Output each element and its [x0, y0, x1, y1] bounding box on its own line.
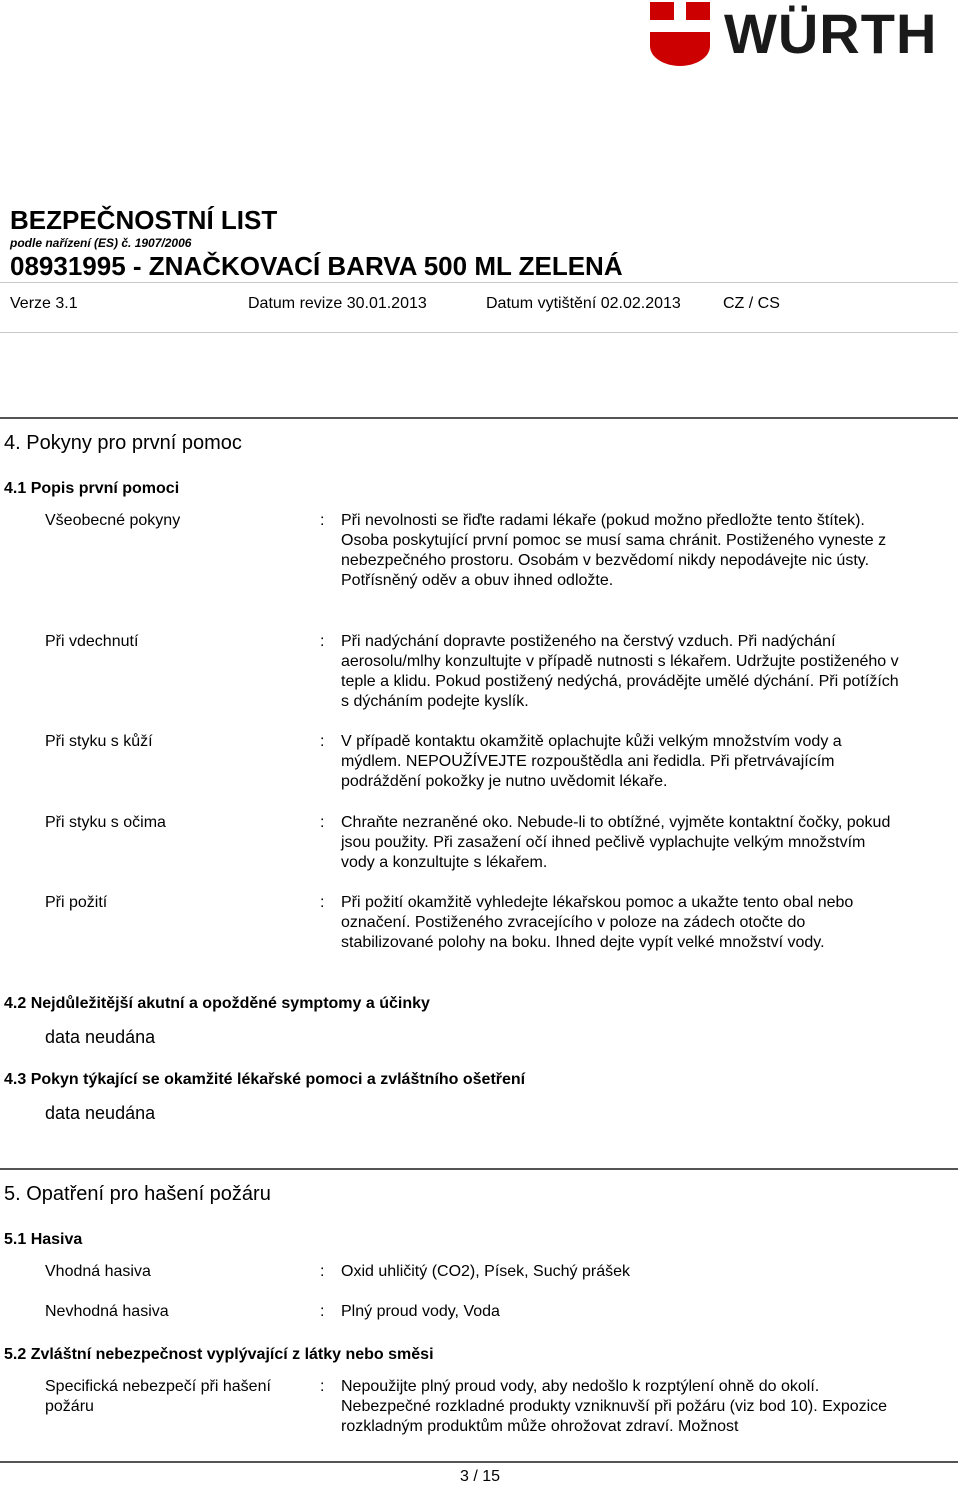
footer-rule — [0, 1461, 958, 1463]
doc-subtitle: podle nařízení (ES) č. 1907/2006 — [10, 236, 192, 250]
section-5-rule — [0, 1168, 958, 1170]
row-value: Při požití okamžitě vyhledejte lékařskou pomoc a ukažte tento obal nebo označení. Postiženého zvracejícího v poloze na zádech otočte do stabilizované polohy na boku. Ihned dejte vypít velké množství vody. — [341, 894, 854, 951]
revision-date: Datum revize 30.01.2013 — [248, 295, 427, 312]
row-value: Při nevolnosti se řiďte radami lékaře (pokud možno předložte tento štítek). Osoba poskytující první pomoc se musí sama chránit. Postiženého vyneste z nebezpečného prostoru. Osobám v bezvědomí nikdy nepodávejte nic ústy. Potřísněný oděv a obuv ihned odložte. — [341, 512, 887, 589]
section-4-3-title: 4.3 Pokyn týkající se okamžité lékařské pomoci a zvláštního ošetření — [4, 1071, 526, 1088]
section-4-rule — [0, 417, 958, 419]
section-4-3-text: data neudána — [45, 1103, 156, 1123]
row-label: Všeobecné pokyny — [45, 512, 181, 529]
section-5-1-title: 5.1 Hasiva — [4, 1231, 83, 1248]
page-number: 3 / 15 — [459, 1468, 501, 1485]
row-value: Chraňte nezraněné oko. Nebude-li to obtížné, vyjměte kontaktní čočky, pokud jsou použity. Při zasažení očí ihned pečlivě vyplachujte velkým množstvím vody a konzultujte s lékařem. — [341, 814, 891, 871]
row-label: Nevhodná hasiva — [45, 1303, 169, 1320]
header-divider-bottom — [0, 332, 958, 333]
row-value: Při nadýchání dopravte postiženého na čerstvý vzduch. Při nadýchání aerosolu/mlhy konzultujte v případě nutnosti s lékařem. Udržujte postiženého v teple a klidu. Pokud postižený nedýchá, provádějte umělé dýchání. Při potížích s dýcháním podejte kyslík. — [341, 633, 899, 710]
row-label: Specifická nebezpečí při hašení požáru — [45, 1378, 271, 1415]
locale: CZ / CS — [723, 295, 780, 312]
row-colon: : — [320, 894, 325, 911]
section-5-2-title: 5.2 Zvláštní nebezpečnost vyplývající z látky nebo směsi — [4, 1346, 434, 1363]
print-date: Datum vytištění 02.02.2013 — [486, 295, 681, 312]
version: Verze 3.1 — [10, 295, 78, 312]
row-value: V případě kontaktu okamžitě oplachujte kůži velkým množstvím vody a mýdlem. NEPOUŽÍVEJTE rozpouštědla ani ředidla. Při přetrvávajícím podráždění pokožky je nutno uvědomit lékaře. — [341, 733, 842, 790]
section-4-title: 4. Pokyny pro první pomoc — [4, 432, 242, 454]
row-value: Nepoužijte plný proud vody, aby nedošlo k rozptýlení ohně do okolí. Nebezpečné rozkladné produkty vzniknuvší při požáru (viz bod 10). Expozice rozkladným produktům může ohrožovat zdraví. Možnost — [341, 1378, 888, 1435]
wurth-logo — [648, 0, 960, 70]
section-4-1-title: 4.1 Popis první pomoci — [4, 480, 180, 497]
row-colon: : — [320, 733, 325, 750]
row-colon: : — [320, 512, 325, 529]
row-colon: : — [320, 1378, 325, 1395]
brand-wordmark: WÜRTH — [724, 2, 938, 65]
row-colon: : — [320, 814, 325, 831]
row-label: Při požití — [45, 894, 108, 911]
row-label: Při vdechnutí — [45, 633, 139, 650]
section-4-2-title: 4.2 Nejdůležitější akutní a opožděné symptomy a účinky — [4, 995, 430, 1012]
row-label: Při styku s očima — [45, 814, 166, 831]
row-label: Při styku s kůží — [45, 733, 153, 750]
header-divider-top — [0, 282, 958, 283]
row-colon: : — [320, 1303, 325, 1320]
row-colon: : — [320, 1263, 325, 1280]
row-value: Plný proud vody, Voda — [341, 1303, 500, 1320]
row-label: Vhodná hasiva — [45, 1263, 151, 1280]
section-4-2-text: data neudána — [45, 1027, 156, 1047]
product-title: 08931995 - ZNAČKOVACÍ BARVA 500 ML ZELENÁ — [10, 251, 623, 281]
row-colon: : — [320, 633, 325, 650]
row-value: Oxid uhličitý (CO2), Písek, Suchý prášek — [341, 1263, 630, 1280]
doc-title: BEZPEČNOSTNÍ LIST — [10, 205, 278, 235]
section-5-title: 5. Opatření pro hašení požáru — [4, 1183, 271, 1205]
